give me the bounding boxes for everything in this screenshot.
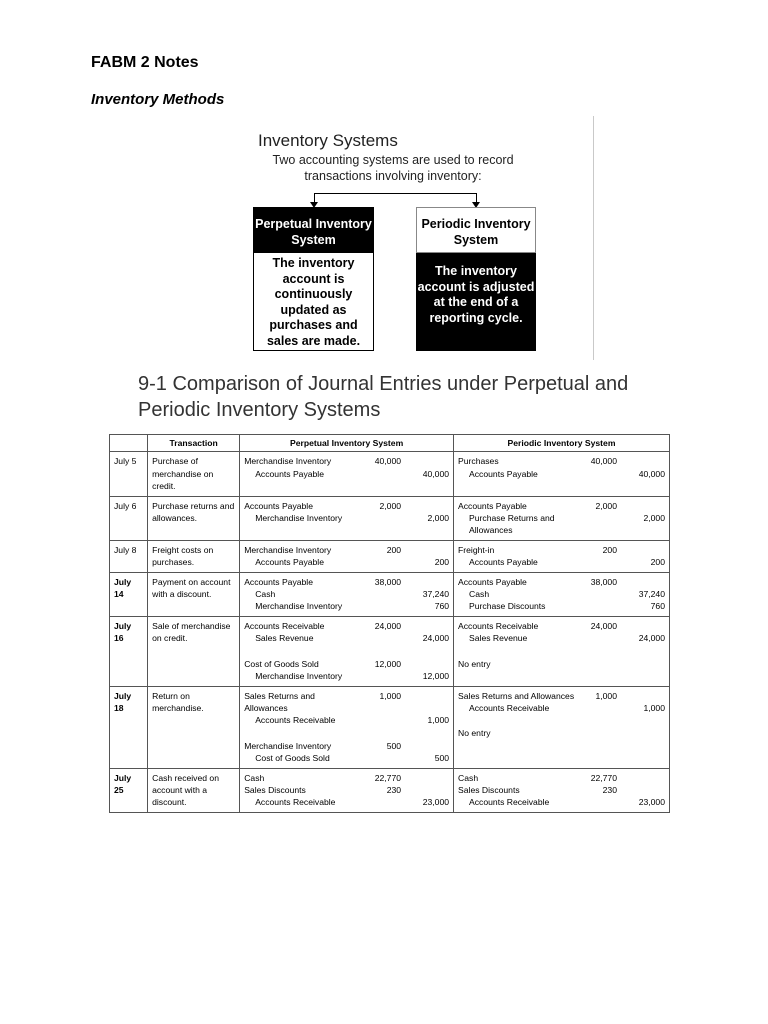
journal-line (458, 468, 665, 480)
account-name: Cost of Goods Sold (244, 658, 319, 669)
account-name: Merchandise Inventory (244, 456, 332, 467)
transaction-description: Payment on account with a discount. (148, 572, 240, 616)
journal-line (458, 702, 665, 714)
credit-amount: 12,000 (422, 671, 450, 682)
transaction-description: Purchase returns and allowances. (148, 496, 240, 540)
debit-amount (359, 600, 401, 612)
table-row (110, 496, 670, 540)
entry-spacer (458, 645, 665, 658)
debit-amount: 200 (602, 544, 617, 555)
column-header-transaction: Transaction (148, 435, 240, 452)
account-name: Merchandise Inventory (244, 740, 332, 751)
journal-comparison-table (109, 434, 670, 813)
entry-spacer (244, 727, 449, 740)
account-name: Purchase Discounts (469, 601, 546, 612)
credit-amount: 24,000 (422, 633, 450, 644)
credit-amount: 23,000 (638, 797, 665, 808)
account-name: Accounts Receivable (469, 702, 550, 713)
journal-line (458, 500, 665, 512)
journal-line (458, 772, 665, 784)
journal-line (458, 455, 665, 467)
credit-amount (401, 784, 449, 796)
journal-line (458, 796, 665, 808)
credit-amount (401, 455, 449, 467)
transaction-date: July 14 (110, 572, 148, 616)
journal-line (244, 620, 449, 632)
account-name: Merchandise Inventory (244, 544, 332, 555)
journal-line (244, 658, 449, 670)
journal-line (244, 588, 449, 600)
account-name: Purchase Returns and Allowances (469, 513, 555, 536)
periodic-entries (454, 616, 670, 686)
periodic-system-description: The inventory account is adjusted at the end of a reporting cycle. (416, 253, 536, 351)
journal-line (244, 512, 449, 524)
diagram-connector (314, 193, 476, 194)
transaction-description: Purchase of merchandise on credit. (148, 452, 240, 496)
column-header-periodic: Periodic Inventory System (454, 435, 670, 452)
periodic-entries (454, 768, 670, 812)
credit-amount (617, 772, 665, 784)
transaction-date: July 16 (110, 616, 148, 686)
perpetual-system-description: The inventory account is continuously updated as purchases and sales are made. (253, 253, 374, 351)
credit-amount: 760 (434, 601, 450, 612)
transaction-date: July 5 (110, 452, 148, 496)
journal-line (244, 752, 449, 764)
account-name: Cash (458, 772, 479, 783)
debit-amount: 40,000 (374, 456, 402, 467)
periodic-system-label: Periodic Inventory System (416, 207, 536, 253)
credit-amount (401, 500, 449, 512)
debit-amount (359, 512, 401, 524)
debit-amount (575, 512, 617, 537)
account-name: Accounts Payable (255, 557, 324, 568)
journal-line (458, 620, 665, 632)
debit-amount: 40,000 (590, 456, 617, 467)
account-name: Sales Discounts (458, 784, 520, 795)
debit-amount: 2,000 (379, 500, 402, 511)
transaction-description: Cash received on account with a discount. (148, 768, 240, 812)
credit-amount: 500 (434, 753, 450, 764)
debit-amount: 230 (602, 784, 617, 795)
table-row (110, 616, 670, 686)
inventory-systems-title: Inventory Systems (258, 131, 398, 150)
credit-amount (401, 576, 449, 588)
debit-amount (575, 702, 617, 714)
debit-amount (575, 658, 617, 670)
journal-line (458, 658, 665, 670)
journal-line (458, 544, 665, 556)
transaction-date: July 6 (110, 496, 148, 540)
journal-line (458, 632, 665, 644)
transaction-description: Sale of merchandise on credit. (148, 616, 240, 686)
credit-amount (617, 500, 665, 512)
perpetual-entries (240, 452, 454, 496)
credit-amount: 2,000 (427, 513, 450, 524)
credit-amount: 37,240 (422, 589, 450, 600)
periodic-entries (454, 540, 670, 572)
credit-amount: 1,000 (643, 702, 665, 713)
debit-amount (359, 670, 401, 682)
perpetual-entries (240, 496, 454, 540)
credit-amount: 24,000 (638, 633, 665, 644)
debit-amount: 22,770 (590, 772, 617, 783)
debit-amount: 12,000 (374, 658, 402, 669)
debit-amount (575, 796, 617, 808)
transaction-date: July 18 (110, 686, 148, 768)
account-name: Cost of Goods Sold (255, 753, 330, 764)
account-name: Sales Revenue (255, 633, 314, 644)
journal-line (458, 600, 665, 612)
transaction-description: Return on merchandise. (148, 686, 240, 768)
debit-amount (359, 796, 401, 808)
journal-line (244, 544, 449, 556)
account-name: Sales Revenue (469, 633, 528, 644)
credit-amount (617, 455, 665, 467)
debit-amount: 2,000 (595, 500, 617, 511)
debit-amount (575, 588, 617, 600)
perpetual-entries (240, 616, 454, 686)
transaction-description: Freight costs on purchases. (148, 540, 240, 572)
perpetual-entries (240, 768, 454, 812)
periodic-entries (454, 686, 670, 768)
account-name: Freight-in (458, 544, 495, 555)
credit-amount: 37,240 (638, 589, 665, 600)
credit-amount: 200 (434, 557, 450, 568)
debit-amount: 1,000 (595, 690, 617, 701)
inventory-systems-intro: Two accounting systems are used to record transactions involving inventory: (272, 153, 514, 183)
journal-line (458, 588, 665, 600)
debit-amount: 24,000 (590, 620, 617, 631)
journal-line (244, 772, 449, 784)
journal-line (244, 690, 449, 715)
table-row (110, 572, 670, 616)
periodic-entries (454, 572, 670, 616)
debit-amount: 200 (386, 544, 402, 555)
table-row (110, 540, 670, 572)
account-name: No entry (458, 658, 491, 669)
table-row (110, 768, 670, 812)
journal-line (244, 670, 449, 682)
journal-line (244, 740, 449, 752)
journal-line (244, 784, 449, 796)
perpetual-entries (240, 572, 454, 616)
credit-amount (401, 690, 449, 715)
account-name: Sales Returns and Allowances (458, 690, 575, 701)
table-row (110, 686, 670, 768)
debit-amount (575, 600, 617, 612)
credit-amount (617, 576, 665, 588)
credit-amount: 200 (650, 557, 665, 568)
entry-spacer (244, 645, 449, 658)
debit-amount (359, 752, 401, 764)
account-name: No entry (458, 728, 491, 739)
debit-amount: 38,000 (590, 576, 617, 587)
table-row (110, 452, 670, 496)
journal-line (244, 556, 449, 568)
perpetual-entries (240, 540, 454, 572)
account-name: Accounts Receivable (255, 797, 336, 808)
journal-line (244, 468, 449, 480)
journal-line (458, 576, 665, 588)
credit-amount (617, 690, 665, 702)
debit-amount (575, 727, 617, 739)
journal-line (458, 784, 665, 796)
account-name: Sales Discounts (244, 784, 306, 795)
credit-amount (617, 544, 665, 556)
credit-amount (401, 620, 449, 632)
credit-amount: 40,000 (422, 468, 450, 479)
page-title: FABM 2 Notes (91, 54, 199, 71)
journal-line (458, 690, 665, 702)
debit-amount (575, 468, 617, 480)
account-name: Merchandise Inventory (255, 513, 343, 524)
account-name: Accounts Payable (255, 468, 324, 479)
journal-line (244, 796, 449, 808)
debit-amount: 22,770 (374, 772, 402, 783)
journal-line (458, 556, 665, 568)
debit-amount (575, 556, 617, 568)
account-name: Accounts Receivable (255, 715, 336, 726)
credit-amount (617, 784, 665, 796)
journal-line (244, 455, 449, 467)
account-name: Cash (469, 589, 490, 600)
account-name: Accounts Payable (458, 576, 527, 587)
comparison-title: 9-1 Comparison of Journal Entries under Perpetual and Periodic Inventory Systems (138, 373, 629, 421)
debit-amount (359, 632, 401, 644)
transaction-date: July 25 (110, 768, 148, 812)
account-name: Accounts Payable (244, 576, 313, 587)
journal-table-body (110, 452, 670, 812)
account-name: Accounts Payable (469, 468, 538, 479)
table-header-row (110, 435, 670, 452)
debit-amount (359, 468, 401, 480)
periodic-entries (454, 496, 670, 540)
periodic-entries (454, 452, 670, 496)
credit-amount (401, 740, 449, 752)
debit-amount: 500 (386, 740, 402, 751)
transaction-date: July 8 (110, 540, 148, 572)
journal-line (244, 600, 449, 612)
credit-amount (401, 544, 449, 556)
account-name: Accounts Payable (469, 557, 538, 568)
section-heading: Inventory Methods (91, 91, 225, 108)
account-name: Accounts Payable (458, 500, 527, 511)
credit-amount (401, 772, 449, 784)
journal-line (244, 632, 449, 644)
account-name: Merchandise Inventory (255, 601, 343, 612)
debit-amount (359, 556, 401, 568)
debit-amount (575, 632, 617, 644)
image-edge-line (593, 116, 594, 360)
debit-amount (359, 588, 401, 600)
account-name: Accounts Payable (244, 500, 313, 511)
debit-amount (359, 714, 401, 726)
credit-amount: 760 (650, 601, 665, 612)
credit-amount (401, 658, 449, 670)
account-name: Accounts Receivable (469, 797, 550, 808)
perpetual-system-label: Perpetual Inventory System (253, 207, 374, 253)
journal-line (244, 576, 449, 588)
debit-amount: 38,000 (374, 576, 402, 587)
credit-amount: 40,000 (638, 468, 665, 479)
account-name: Purchases (458, 456, 499, 467)
column-header-perpetual: Perpetual Inventory System (240, 435, 454, 452)
entry-spacer (458, 714, 665, 727)
column-header-date (110, 435, 148, 452)
account-name: Accounts Receivable (458, 620, 539, 631)
journal-line (244, 714, 449, 726)
credit-amount (617, 658, 665, 670)
account-name: Cash (244, 772, 265, 783)
debit-amount: 1,000 (379, 690, 402, 701)
journal-line (458, 512, 665, 537)
debit-amount: 24,000 (374, 620, 402, 631)
journal-line (244, 500, 449, 512)
credit-amount (617, 727, 665, 739)
journal-line (458, 727, 665, 739)
credit-amount: 1,000 (427, 715, 450, 726)
debit-amount: 230 (386, 784, 402, 795)
account-name: Merchandise Inventory (255, 671, 343, 682)
credit-amount (617, 620, 665, 632)
perpetual-entries (240, 686, 454, 768)
account-name: Cash (255, 589, 276, 600)
account-name: Sales Returns and Allowances (244, 690, 315, 713)
account-name: Accounts Receivable (244, 620, 325, 631)
credit-amount: 23,000 (422, 797, 450, 808)
credit-amount: 2,000 (643, 513, 665, 524)
